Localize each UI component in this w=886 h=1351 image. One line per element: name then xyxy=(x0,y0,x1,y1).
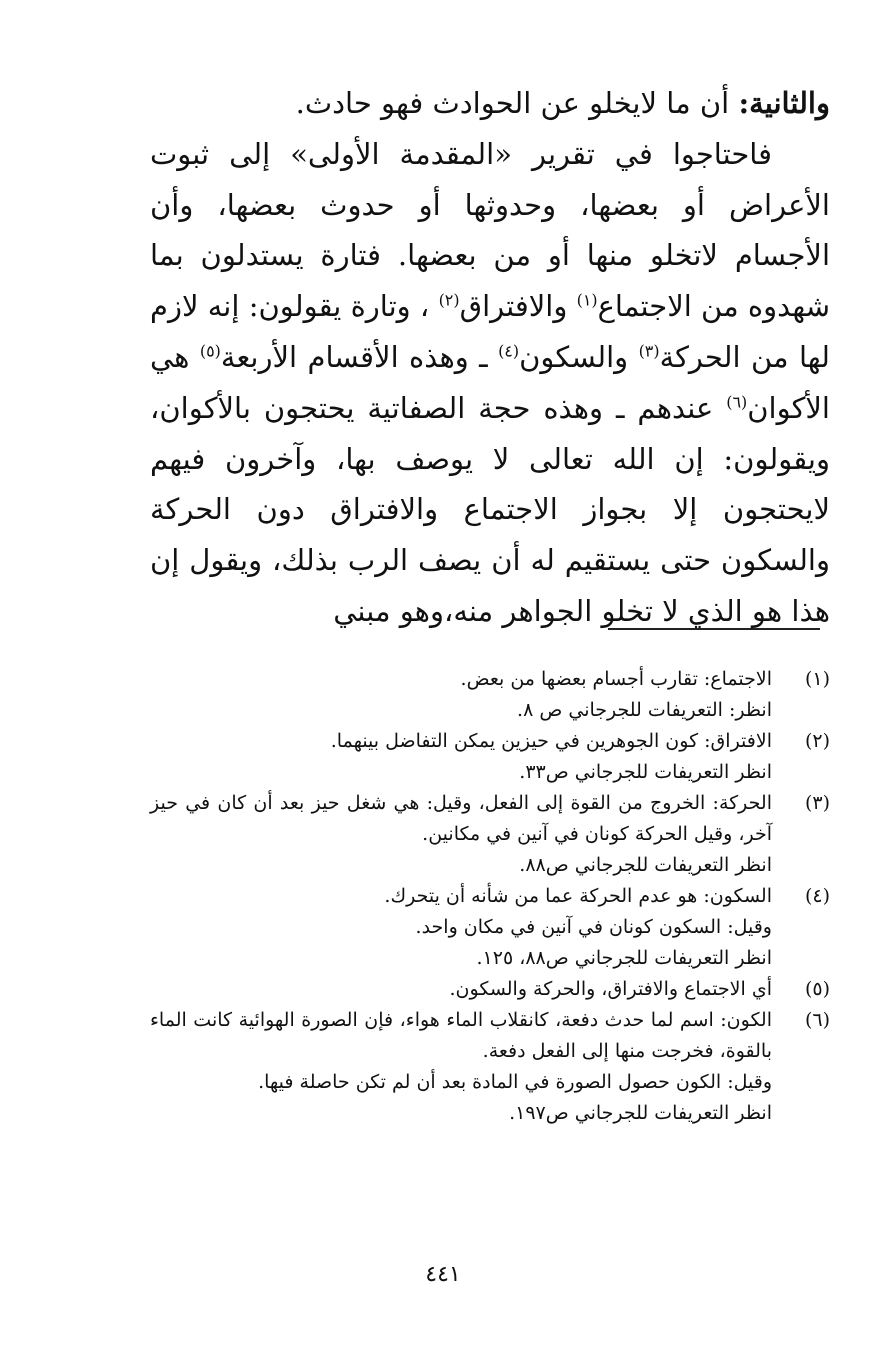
footnote-line: وقيل: السكون كونان في آنين في مكان واحد. xyxy=(415,916,772,938)
footnote-number: (٥) xyxy=(804,978,830,1000)
footnote-number: (٦) xyxy=(804,1009,830,1031)
footnotes xyxy=(150,664,830,1129)
footnote-4 xyxy=(150,881,830,974)
footnote-line: انظر التعريفات للجرجاني ص١٩٧. xyxy=(509,1102,772,1124)
paragraph-text: ، وتارة يقولون: إنه لازم لها من الحركة xyxy=(150,289,831,374)
footnote-3 xyxy=(150,788,830,881)
footnote-line: السكون: هو عدم الحركة عما من شأنه أن يتحرك. xyxy=(384,885,772,907)
footnote-line: انظر التعريفات للجرجاني ص٨٨، ١٢٥. xyxy=(476,947,772,969)
footnote-ref-5[interactable]: (٥) xyxy=(199,341,221,361)
footnote-text xyxy=(150,726,772,788)
paragraph-lead: والثانية: xyxy=(738,86,830,120)
paragraph-text: ـ وهذه الأقسام الأربعة xyxy=(220,339,499,374)
footnote-line: الحركة: الخروج من القوة إلى الفعل، وقيل: هي شغل حيز بعد أن كان في حيز آخر، وقيل الحركة كونان في آنين في مكانين. xyxy=(150,792,772,845)
paragraph-text: والسكون xyxy=(519,339,639,374)
footnote-ref-3[interactable]: (٣) xyxy=(638,341,660,361)
footnote-line: أي الاجتماع والافتراق، والحركة والسكون. xyxy=(449,978,772,1000)
footnote-number: (٣) xyxy=(804,792,830,814)
main-text xyxy=(150,78,830,637)
footnote-number: (٢) xyxy=(804,730,830,752)
footnote-line: انظر التعريفات للجرجاني ص٣٣. xyxy=(519,761,772,783)
footnote-1 xyxy=(150,664,830,726)
footnote-number: (٤) xyxy=(804,885,830,907)
footnote-line: الاجتماع: تقارب أجسام بعضها من بعض. xyxy=(460,668,772,690)
paragraph-text: فاحتاجوا في تقرير «المقدمة الأولى» إلى ثبوت الأعراض أو بعضها، وحدوثها أو حدوث بعضها، وأن الأجسام لاتخلو منها أو من بعضها. فتارة يستدلون بما شهدوه من الاجتماع xyxy=(150,136,831,324)
footnote-ref-2[interactable]: (٢) xyxy=(438,290,460,310)
paragraph-text: عندهم ـ وهذه حجة الصفاتية يحتجون بالأكوان، ويقولون: إن الله تعالى لا يوصف بها، وآخرون فيهم لايحتجون إلا بجواز الاجتماع والافتراق دون الحركة والسكون حتى يستقيم له أن يصف الرب بذلك، ويقول إن هذا هو الذي لا تخلو الجواهر منه،وهو مبني xyxy=(150,390,830,628)
footnote-line: الكون: اسم لما حدث دفعة، كانقلاب الماء هواء، فإن الصورة الهوائية كانت الماء بالقوة، فخرجت منها إلى الفعل دفعة. xyxy=(150,1009,772,1062)
footnote-separator xyxy=(608,628,820,630)
footnote-ref-1[interactable]: (١) xyxy=(576,290,598,310)
footnote-line: وقيل: الكون حصول الصورة في المادة بعد أن لم تكن حاصلة فيها. xyxy=(258,1071,772,1093)
footnote-text xyxy=(150,788,772,881)
paragraph-2 xyxy=(150,129,830,637)
paragraph-text: أن ما لايخلو عن الحوادث فهو حادث. xyxy=(295,86,739,120)
footnote-6 xyxy=(150,1005,830,1129)
page-number: ٤٤١ xyxy=(425,1262,461,1287)
footnote-text xyxy=(150,881,772,974)
footnote-text xyxy=(150,664,772,726)
footnote-text xyxy=(150,974,772,1005)
footnote-line: انظر: التعريفات للجرجاني ص ٨. xyxy=(517,699,772,721)
paragraph-1 xyxy=(150,78,830,129)
footnote-ref-6[interactable]: (٦) xyxy=(726,392,748,412)
footnote-number: (١) xyxy=(804,668,830,690)
footnote-5 xyxy=(150,974,830,1005)
footnote-line: انظر التعريفات للجرجاني ص٨٨. xyxy=(519,854,772,876)
paragraph-text: والافتراق xyxy=(459,289,577,324)
footnote-line: الافتراق: كون الجوهرين في حيزين يمكن التفاضل بينهما. xyxy=(330,730,772,752)
footnote-2 xyxy=(150,726,830,788)
footnote-ref-4[interactable]: (٤) xyxy=(498,341,520,361)
footnote-text xyxy=(150,1005,772,1129)
paragraph-text: هي الأكوان xyxy=(150,339,830,425)
